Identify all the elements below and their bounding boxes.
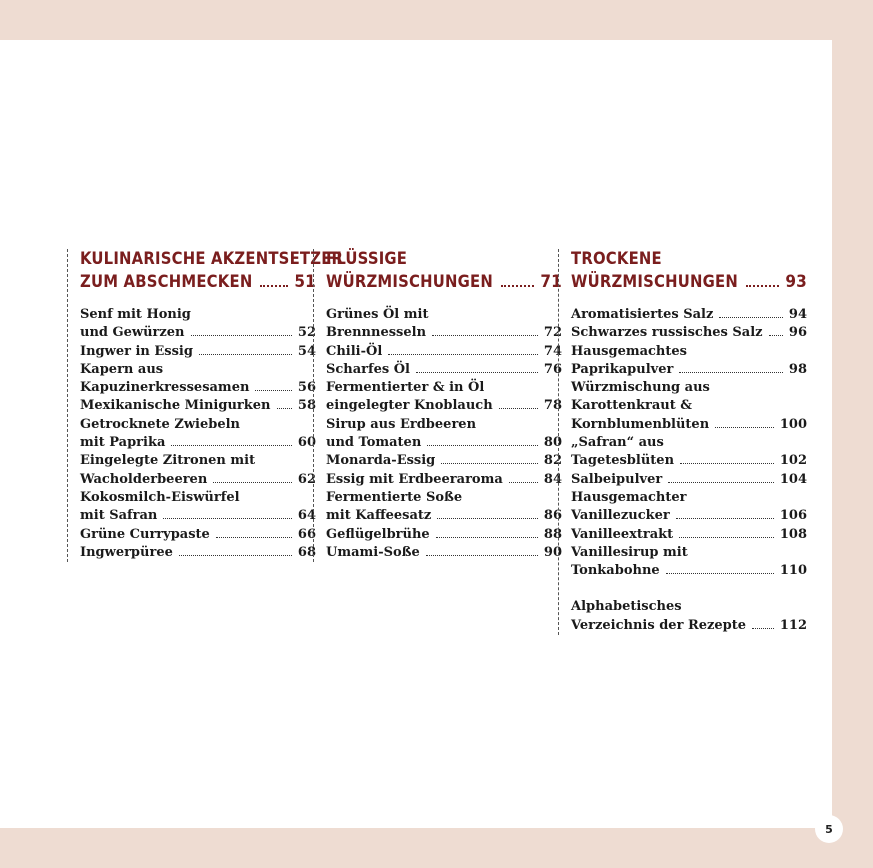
- toc-entry-page: 58: [297, 398, 316, 414]
- toc-entry[interactable]: [326, 379, 562, 416]
- toc-entry-page: 52: [297, 325, 316, 341]
- toc-entry-page: 108: [779, 526, 807, 542]
- leader-dots: [436, 537, 538, 538]
- leader-dots: [191, 335, 292, 336]
- toc-entry[interactable]: [326, 526, 562, 544]
- toc-entry[interactable]: [80, 306, 316, 343]
- leader-dots: [260, 285, 288, 287]
- toc-entry-title: mit Kaffeesatz: [326, 508, 432, 524]
- toc-entry-page: 106: [779, 508, 807, 524]
- section-heading[interactable]: [326, 247, 562, 294]
- toc-entry-title: Grünes Öl mit: [326, 307, 429, 322]
- toc-entry-page: 96: [788, 325, 807, 341]
- toc-entry-title: Chili-Öl: [326, 343, 383, 359]
- toc-entry[interactable]: [80, 397, 316, 415]
- toc-entry[interactable]: [571, 306, 807, 324]
- leader-dots: [179, 555, 292, 556]
- section-heading-text: WÜRZMISCHUNGEN: [571, 272, 738, 291]
- toc-entry[interactable]: [571, 434, 807, 471]
- toc-entry[interactable]: [326, 416, 562, 453]
- toc-entry-page: 88: [543, 526, 562, 542]
- toc-entry-title: Brennnesseln: [326, 325, 427, 341]
- section-heading-text: TROCKENE: [571, 249, 662, 268]
- toc-entry-page: 66: [297, 526, 316, 542]
- toc-entry-title: Hausgemachtes: [571, 343, 687, 359]
- toc-entry-title: Fermentierter & in Öl: [326, 380, 485, 396]
- toc-entry-page: 60: [297, 435, 316, 451]
- toc-entry-title: Ingwerpüree: [80, 544, 173, 560]
- toc-entry-title: Alphabetisches: [571, 599, 682, 615]
- toc-entry[interactable]: [571, 489, 807, 526]
- toc-entry-title: mit Safran: [80, 508, 158, 524]
- toc-entry[interactable]: [80, 416, 316, 453]
- section-page-number: 93: [785, 272, 807, 292]
- leader-dots: [426, 555, 538, 556]
- toc-entry[interactable]: [80, 343, 316, 361]
- toc-entry-page: 100: [779, 416, 807, 432]
- toc-entry-title: Vanilleextrakt: [571, 526, 674, 542]
- leader-dots: [216, 537, 292, 538]
- toc-entry-title: „Safran“ aus: [571, 435, 664, 451]
- toc-entry-title: Hausgemachter: [571, 489, 687, 505]
- toc-entry-title: Wacholderbeeren: [80, 471, 208, 487]
- leader-dots: [499, 408, 538, 409]
- toc-entry[interactable]: [571, 324, 807, 342]
- toc-entry-page: 102: [779, 453, 807, 469]
- toc-entry-title: Salbeipulver: [571, 471, 663, 487]
- leader-dots: [509, 482, 538, 483]
- toc-entry-title: Kornblumenblüten: [571, 416, 710, 432]
- toc-entry-page: 78: [543, 398, 562, 414]
- section-page-number: 51: [294, 272, 316, 292]
- leader-dots: [432, 335, 538, 336]
- toc-entry-title: Ingwer in Essig: [80, 343, 193, 359]
- toc-entry-title: Geflügelbrühe: [326, 526, 430, 542]
- toc-entry[interactable]: [80, 526, 316, 544]
- leader-dots: [676, 518, 774, 519]
- section-page-number: 71: [540, 272, 562, 292]
- toc-entry[interactable]: [571, 544, 807, 581]
- toc-entry-page: 62: [297, 471, 316, 487]
- leader-dots: [171, 445, 292, 446]
- toc-entry-title: mit Paprika: [80, 435, 166, 451]
- toc-entry-page: 74: [543, 343, 562, 359]
- toc-entry-title: Tagetesblüten: [571, 453, 675, 469]
- leader-dots: [679, 537, 774, 538]
- toc-entry-title: Kapern aus: [80, 361, 164, 377]
- leader-dots: [388, 354, 538, 355]
- toc-entry[interactable]: [80, 489, 316, 526]
- toc-entry-page: 82: [543, 453, 562, 469]
- toc-entry-title: Essig mit Erdbeeraroma: [326, 471, 503, 487]
- toc-entry-page: 80: [543, 435, 562, 451]
- section-heading-text: KULINARISCHE AKZENTSETZER: [80, 249, 344, 268]
- leader-dots: [213, 482, 292, 483]
- toc-entry[interactable]: [326, 471, 562, 489]
- leader-dots: [437, 518, 538, 519]
- toc-entry-page: 56: [297, 380, 316, 396]
- toc-entry-title: Monarda-Essig: [326, 453, 436, 469]
- leader-dots: [752, 628, 774, 629]
- toc-entry-page: 94: [788, 307, 807, 322]
- leader-dots: [680, 463, 774, 464]
- toc-entry-page: 98: [788, 361, 807, 377]
- toc-entry-title: Kapuzinerkressesamen: [80, 380, 250, 396]
- toc-entry[interactable]: [326, 361, 562, 379]
- toc-entry-page: 54: [297, 343, 316, 359]
- leader-dots: [666, 573, 774, 574]
- leader-dots: [719, 317, 783, 318]
- toc-entry-page: 112: [779, 617, 807, 633]
- toc-entry[interactable]: [326, 489, 562, 526]
- section-heading-text: WÜRZMISCHUNGEN: [326, 272, 493, 291]
- leader-dots: [769, 335, 783, 336]
- toc-entry-title: Senf mit Honig: [80, 307, 191, 322]
- section-heading[interactable]: [571, 247, 807, 294]
- toc-entry[interactable]: [571, 598, 807, 635]
- toc-entry-title: Karottenkraut &: [571, 398, 692, 414]
- toc-entry[interactable]: [571, 526, 807, 544]
- toc-entry-title: eingelegter Knoblauch: [326, 398, 493, 414]
- leader-dots: [668, 482, 774, 483]
- toc-entry[interactable]: [80, 452, 316, 489]
- leader-dots: [441, 463, 538, 464]
- leader-dots: [277, 408, 292, 409]
- toc-entry[interactable]: [571, 343, 807, 380]
- leader-dots: [255, 390, 291, 391]
- leader-dots: [199, 354, 292, 355]
- toc-entry-title: Tonkabohne: [571, 563, 660, 579]
- leader-dots: [679, 372, 783, 373]
- toc-entry-page: 76: [543, 361, 562, 377]
- toc-column-1: [67, 249, 344, 562]
- toc-entry[interactable]: [326, 343, 562, 361]
- toc-entry-title: und Tomaten: [326, 435, 422, 451]
- leader-dots: [416, 372, 538, 373]
- toc-entry[interactable]: [571, 471, 807, 489]
- toc-entry-title: Schwarzes russisches Salz: [571, 325, 763, 341]
- toc-entry-title: Sirup aus Erdbeeren: [326, 416, 477, 432]
- section-heading[interactable]: [80, 247, 344, 294]
- toc-entry-title: Mexikanische Minigurken: [80, 398, 271, 414]
- page-number: 5: [815, 815, 843, 843]
- toc-entry-title: Aromatisiertes Salz: [571, 307, 714, 322]
- leader-dots: [746, 285, 779, 287]
- toc-entry-page: 104: [779, 471, 807, 487]
- toc-entry-title: Scharfes Öl: [326, 361, 410, 377]
- leader-dots: [715, 427, 774, 428]
- toc-entry[interactable]: [80, 361, 316, 398]
- toc-entry[interactable]: [326, 306, 562, 343]
- toc-entry-title: Verzeichnis der Rezepte: [571, 617, 747, 633]
- toc-entry-page: 90: [543, 544, 562, 560]
- toc-entry-title: Getrocknete Zwiebeln: [80, 416, 240, 432]
- toc-entry-page: 72: [543, 325, 562, 341]
- toc-entry-page: 64: [297, 508, 316, 524]
- toc-entry-title: Würzmischung aus: [571, 380, 710, 396]
- toc-entry-title: Vanillezucker: [571, 508, 670, 524]
- toc-entry-title: Umami-Soße: [326, 544, 420, 560]
- toc-entry[interactable]: [80, 544, 316, 562]
- leader-dots: [163, 518, 292, 519]
- toc-entry-title: Fermentierte Soße: [326, 489, 463, 505]
- toc-column-2: [313, 249, 562, 562]
- toc-entry-page: 84: [543, 471, 562, 487]
- toc-entry-page: 110: [779, 563, 807, 579]
- toc-entry-title: Vanillesirup mit: [571, 544, 688, 560]
- toc-entry-title: Grüne Currypaste: [80, 526, 210, 542]
- leader-dots: [501, 285, 534, 287]
- spacer: [571, 580, 807, 598]
- toc-entry-page: 68: [297, 544, 316, 560]
- toc-entry-title: Kokosmilch-Eiswürfel: [80, 489, 240, 505]
- toc-entry-title: Paprikapulver: [571, 361, 674, 377]
- toc-entry[interactable]: [571, 379, 807, 434]
- toc-entry-page: 86: [543, 508, 562, 524]
- leader-dots: [427, 445, 538, 446]
- toc-column-3: [558, 249, 807, 635]
- section-heading-text: ZUM ABSCHMECKEN: [80, 272, 253, 291]
- toc-entry[interactable]: [326, 452, 562, 470]
- toc-entry-title: Eingelegte Zitronen mit: [80, 453, 256, 469]
- section-heading-text: FLÜSSIGE: [326, 249, 408, 268]
- toc-entry-title: und Gewürzen: [80, 325, 185, 341]
- toc-entry[interactable]: [326, 544, 562, 562]
